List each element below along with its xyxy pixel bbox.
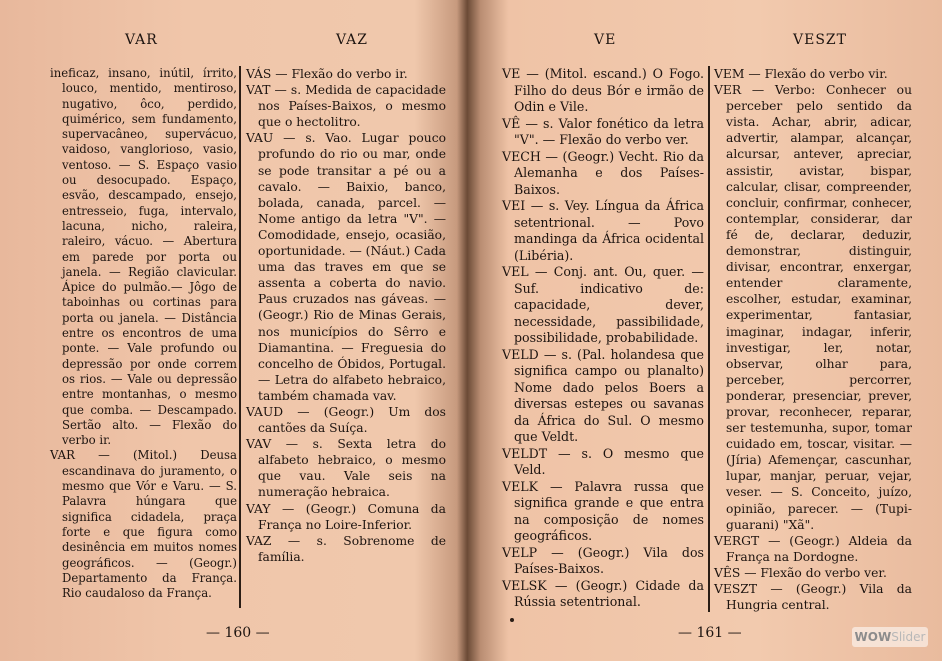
entry: VER — Verbo: Conhecer ou perceber pelo sentido da vista. Achar, abrir, adicar, advertir, alampar, alcançar, alcursar, antever, apreciar, assistir, avistar, bispar, calcular, clisar, compreender, concluir, confirmar, conhecer, contemplar, considerar, dar fé de, declarar, deduzir, demonstrar, distinguir, divisar, encontrar, enxergar, entender claramente, escolher, estudar, examinar, experimentar, fantasiar, imaginar, indagar, inferir, investigar, ler, notar, observar, olhar para, perceber, percorrer, ponderar, presenciar, prever, provar, reconhecer, reparar, ser testemunha, supor, tomar cuidado em, toscar, visitar. — (Jíria) Afemençar, cascunhar, lupar, manjar, peruar, vejar, veser. — S. Conceito, juízo, opinião, parecer. — (Tupi-guarani) "Xã". [714, 83, 912, 532]
watermark-logo [852, 627, 928, 647]
entry: VE — (Mitol. escand.) O Fogo. Filho do deus Bór e irmão de Odin e Vile. [502, 66, 704, 114]
entry: VAY — (Geogr.) Comuna da França no Loire-Inferior. [246, 501, 446, 532]
entry: VELSK — (Geogr.) Cidade da Rússia setentrional. [502, 577, 704, 609]
right-column-1 [502, 66, 704, 611]
entry: VÊS — Flexão do verbo ver. [714, 565, 887, 580]
entry: VESZT — (Geogr.) Vila da Hungria central. [714, 582, 912, 613]
column-rule [708, 66, 710, 612]
entry: ineficaz, insano, inútil, írrito, louco, mentido, mentiroso, nugativo, ôco, perdido, quimérico, sem fundamento, supervacâneo, supervácuo, vaidoso, vanglorioso, vasio, ventoso. — S. Espaço vasio ou desocupado. Espaço, esvão, descampado, ensejo, entresseio, fuga, intervalo, lacuna, nicho, raleira, raleiro, vácuo. — Abertura em parede por porta ou janela. — Região clavicular. Ápice do pulmão.— Jôgo de taboinhas ou cortinas para porta ou janela. — Distância entre os encontros de uma ponte. — Vale profundo ou depressão por onde correm os rios. — Vale ou depressão entre montanhas, o mesmo que comba. — Descampado. Sertão alto. — Flexão do verbo ir. [50, 66, 237, 448]
right-column-2 [714, 66, 912, 613]
entry: VÁS — Flexão do verbo ir. [246, 67, 408, 81]
entry: VEI — s. Vey. Língua da África setentrional. — Povo mandinga da África ocidental (Libéria). [502, 198, 704, 263]
page-number: — 161 — [678, 625, 742, 641]
entry: VELD — s. (Pal. holandesa que significa campo ou planalto) Nome dado pelos Boers a diversas estepes ou savanas da África do Sul. O mesmo que Veldt. [502, 346, 704, 444]
entry: VÊ — s. Valor fonético da letra "V". — Flexão do verbo ver. [502, 115, 704, 147]
left-page [0, 0, 470, 661]
entry: VAUD — (Geogr.) Um dos cantões da Suíça. [246, 404, 446, 436]
entry: VECH — (Geogr.) Vecht. Rio da Alemanha e dos Países-Baixos. [502, 148, 704, 197]
running-head-right: VAZ [336, 32, 368, 48]
entry: VELDT — s. O mesmo que Veld. [502, 445, 704, 477]
entry: VAU — s. Vao. Lugar pouco profundo do rio ou mar, onde se pode transitar a pé ou a cavalo. — Baixio, banco, bolada, canada, parcel. — Nome antigo da letra "V". — Comodidade, ensejo, ocasião, oportunidade. — (Náut.) Cada uma das traves em que se assenta a coberta do navio. Paus cruzados nas gáveas. — (Geogr.) Rio de Minas Gerais, nos municípios do Sêrro e Diamantina. — Freguesia do concelho de Óbidos, Portugal. — Letra do alfabeto hebraico, também chamada vav. [246, 131, 446, 403]
entry: VELP — (Geogr.) Vila dos Países-Baixos. [502, 544, 704, 576]
watermark-text-a: WOW [854, 630, 892, 644]
running-head-left: VE [594, 32, 617, 48]
entry: VEL — Conj. ant. Ou, quer. — Suf. indicativo de: capacidade, dever, necessidade, passibilidade, possibilidade, probabilidade. [502, 264, 704, 345]
entry: VEM — Flexão do verbo vir. [714, 67, 888, 81]
ink-speck [510, 618, 514, 622]
entry: VERGT — (Geogr.) Aldeia da França na Dordogne. [714, 533, 912, 564]
column-rule [239, 66, 241, 608]
entry: VAV — s. Sexta letra do alfabeto hebraico, o mesmo que vau. Vale seis na numeração hebraica. [246, 437, 446, 500]
running-head-right: VESZT [793, 32, 847, 48]
entry: VAZ — s. Sobrenome de família. [246, 533, 446, 564]
entry: VAT — s. Medida de capacidade nos Países-Baixos, o mesmo que o hectolitro. [246, 83, 446, 130]
left-column-1 [50, 66, 237, 601]
entry: VAR — (Mitol.) Deusa escandinava do juramento, o mesmo que Vór e Varu. — S. Palavra húngara que significa cidadela, praça forte e que figura como desinência em muitos nomes geográficos. — (Geogr.) Departamento da França. Rio caudaloso da França. [50, 448, 237, 601]
running-head-left: VAR [125, 32, 158, 48]
left-column-2 [246, 66, 446, 565]
watermark-text-b: Slider [891, 630, 926, 644]
page-number: — 160 — [206, 625, 270, 641]
right-page [472, 0, 942, 661]
entry: VELK — Palavra russa que significa grande e que entra na composição de nomes geográficos. [502, 478, 704, 543]
